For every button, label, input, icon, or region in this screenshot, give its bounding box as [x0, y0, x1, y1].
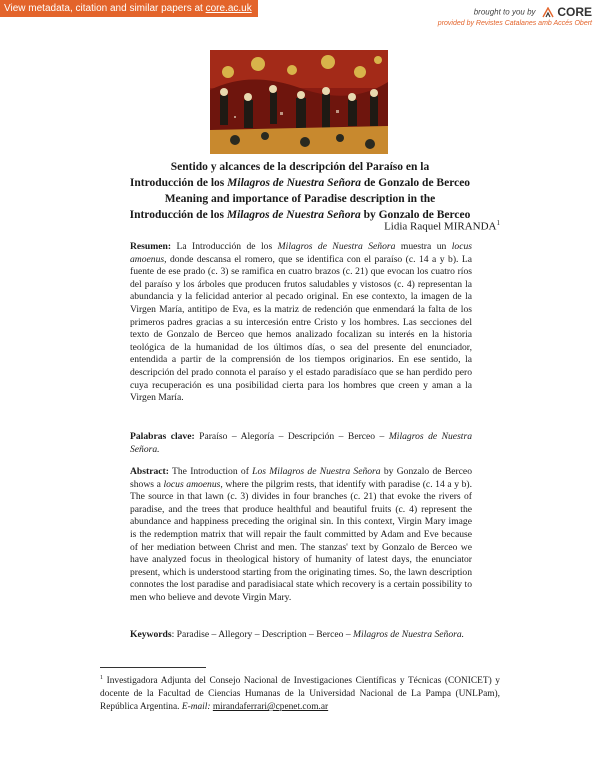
core-logo-text: CORE: [557, 4, 592, 19]
provided-by-text: provided by Revistes Catalanes amb Accés Obert: [437, 20, 592, 27]
footnote: $^1$ Investigadora Adjunta del Consejo Nacional de Investigaciones Científicas y Técnicas (CONICET) y docente de la Facultad de Ciencias Humanas de la Universidad Nacional de La Pampa (UNLPam), República Argentina. E-mail: mirandaferrari@cpenet.com.ar: [100, 675, 500, 713]
keywords-label: Keywords: [130, 629, 172, 640]
palabras-label: Palabras clave:: [130, 431, 195, 442]
abstract-label: Abstract:: [130, 466, 169, 477]
footnote-number: 1: [100, 675, 103, 681]
paradise-illustration: [210, 50, 388, 154]
title-en-line1: Meaning and importance of Paradise description in the: [164, 193, 436, 205]
paper-title: [100, 159, 500, 223]
core-logo: [542, 5, 592, 19]
core-link-site: core.ac.uk: [205, 3, 252, 14]
title-es-line1: Sentido y alcances de la descripción del Paraíso en la: [170, 161, 430, 173]
core-header: [0, 0, 600, 30]
resumen-paragraph: Resumen: La Introducción de los Milagros de Nuestra Señora muestra un locus amoenus, donde descansa el romero, que se identifica con el paraíso (c. 14 a y b). La fuente de ese prado (c. 3) se ramifica en cuatro brazos (c. 21) que evocan los cuatro ríos del paraíso y los árboles que producen frutos saludables y vistosos (c. 4) representan la abundancia y la felicidad anterior al pecado original. En ese contexto, la imagen de la Virgen María, antitipo de Eva, es la matriz de redención que enmendará la falta de los primeros padres gracias a su intercesión entre Cristo y los hombres. Las secciones del texto de Gonzalo de Berceo que hemos analizado focalizan su interés en la historia teológica de la humanidad de los últimos días, o sea del presente del enunciador, entendida a partir de la comprensión de los tiempos originarios. En ese sentido, la descripción del prado connota el paraíso y el estado paradisíaco que se han perdido pero cuya recuperación es una posibilidad cierta para los hombres que creen y aman a la Virgen María.: [130, 241, 472, 404]
email-link[interactable]: mirandaferrari@cpenet.com.ar: [212, 702, 329, 713]
email-label: E-mail:: [181, 702, 211, 713]
resumen-label: Resumen:: [130, 241, 172, 252]
title-en-line2: Introducción de los Milagros de Nuestra Señora by Gonzalo de Berceo: [129, 209, 471, 221]
footnote-mark: 1: [496, 219, 500, 227]
core-logo-icon: [542, 7, 554, 18]
abstract-paragraph: Abstract: The Introduction of Los Milagros de Nuestra Señora by Gonzalo de Berceo shows a locus amoenus, where the pilgrim rests, that identify with paradise (c. 14 a y b). The source in that lawn (c. 3) divides in four branches (c. 21) that evoke the rivers of paradise, and the trees that produce healthful and beautiful fruits (c. 4) represent the abundance and happiness preceding the original sin. In this context, Virgin Mary image is the redemption matrix that will repair the fault committed by Adam and Eve because of her mediation between Christ and men. The stanzas' text by Gonzalo de Berceo we have analyzed focus in theological history of humanity of latest days, the enunciator present, which is understood starting from the originating times. So, the lawn description connotes the lost paradise and paradisiacal state which recovery is a certain possibility to men who believe and devote Virgin Mary.: [130, 466, 472, 603]
brought-by-text: brought to you by: [473, 7, 536, 17]
core-link-text: View metadata, citation and similar papers at: [4, 3, 206, 14]
palabras-clave: Palabras clave: Paraíso – Alegoría – Descripción – Berceo – Milagros de Nuestra Señora.: [130, 431, 472, 455]
title-es-line2: Introducción de los Milagros de Nuestra Señora de Gonzalo de Berceo: [129, 177, 471, 189]
footnote-divider: [100, 667, 206, 668]
core-metadata-link[interactable]: [0, 0, 258, 17]
keywords: Keywords: Paradise – Allegory – Description – Berceo – Milagros de Nuestra Señora.: [130, 629, 465, 640]
core-brand[interactable]: [474, 3, 592, 21]
author: Lidia Raquel MIRANDA$^1$: [384, 219, 500, 233]
